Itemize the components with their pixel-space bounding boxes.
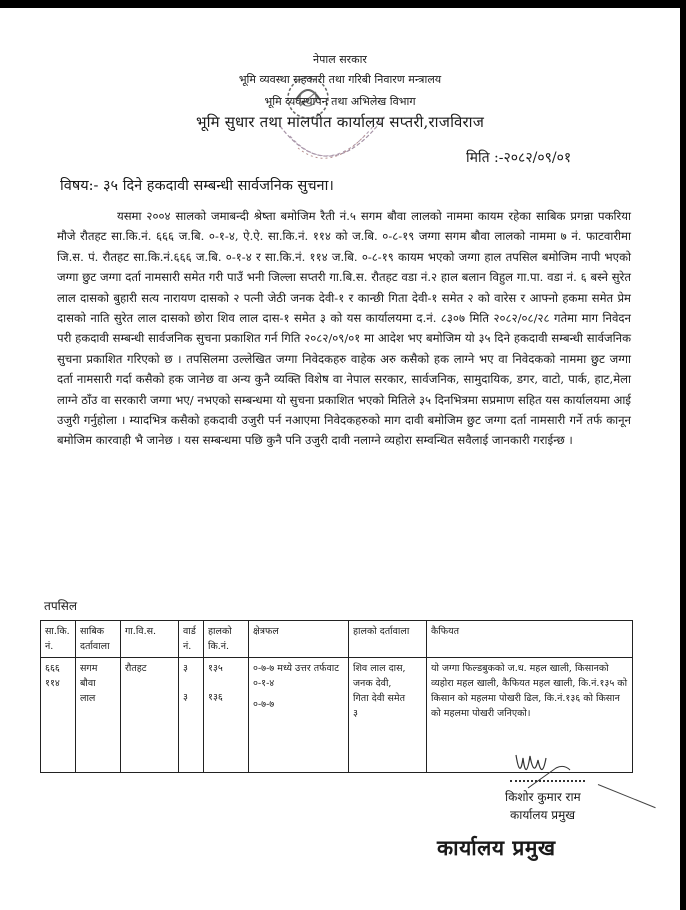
cell-vdc: रौतहट (121, 658, 179, 773)
ward-value: ३ (183, 692, 188, 703)
office-head-stamp: कार्यालय प्रमुख (437, 835, 556, 860)
old-plot-value: ६६६ (45, 663, 60, 674)
col-header-old-owner: साबिक दर्तावाला (76, 621, 121, 658)
scan-artifact-line (598, 784, 656, 808)
cell-old-owner (76, 658, 121, 773)
current-owner-text: जनक देवी, (353, 678, 392, 689)
ministry-name: भूमि व्यवस्था सहकारी तथा गरिबी निवारण मन्त्रालय (238, 73, 442, 86)
cell-old-plot (41, 658, 76, 773)
cell-remarks: यो जग्गा फिल्डबुकको ज.ध. महल खाली, किसानको व्यहोरा महल खाली, कैफियत महल खाली, कि.नं.१३५ को किसान को महलमा पोखरी ढिल, कि.नं.१३६ को किसान को महलमा पोखरी जनिएको। (427, 658, 633, 773)
area-value: ०-७-७ मध्ये उत्तर तर्फवाट ०-१-४ (253, 663, 339, 689)
current-plot-value: १३६ (208, 692, 223, 703)
current-plot-value: १३५ (208, 663, 223, 674)
col-header-area: क्षेत्रफल (249, 621, 349, 658)
ward-value: ३ (183, 663, 188, 674)
signer-name: किशोर कुमार राम (505, 790, 581, 804)
department-name: भूमि व्यवस्थापन तथा अभिलेख विभाग (264, 95, 416, 108)
signer-title: कार्यालय प्रमुख (510, 808, 576, 822)
col-header-current-plot: हालको कि.नं. (204, 621, 249, 658)
current-owner-text: ३ (353, 708, 358, 719)
area-value: ०-७-७ (253, 699, 275, 710)
office-name: भूमि सुधार तथा मालपोत कार्यालय सप्तरी,राजविराज (195, 113, 485, 131)
table-header-row (41, 621, 633, 658)
col-header-vdc: गा.वि.स. (121, 621, 179, 658)
col-header-current-owner: हालको दर्तावाला (349, 621, 427, 658)
cell-current-owner (349, 658, 427, 773)
cell-current-plot (204, 658, 249, 773)
notice-body: यसमा २००४ सालको जमाबन्दी श्रेष्ता बमोजिम रैती नं.५ सगम बौवा लालको नाममा कायम रहेका साबिक प्रगन्ना पकरिया मौजे रौतहट सा.कि.नं. ६६६ ज.बि. ०-१-४, ऐ.ऐ. सा.कि.नं. ११४ को ज.बि. ०-८-१९ जग्गा सगम बौवा लालको नाममा ७ नं. फाटवारीमा जि.स. पं. रौतहट सा.कि.नं.६६६ ज.बि. ०-१-४ र सा.कि.नं. ११४ ज.बि. ०-८-१९ कायम भएको जग्गा हाल तपसिल बमोजिम नापी भएको जग्गा छुट जग्गा दर्ता नामसारी समेत गरी पाउँ भनी जिल्ला सप्तरी गा.बि.स. रौतहट वडा नं.२ हाल बलान विहुल गा.पा. वडा नं. ६ बस्ने सुरेत लाल दासको बुहारी सत्य नारायण दासको २ पत्नी जेठी जनक देवी-१ र कान्छी गिता देवी-१ समेत २ को वारेस र आफ्नो हकमा समेत प्रेम दासको नाति सुरेत लाल दासको छोरा शिव लाल दास-१ समेत ३ को यस कार्यालयमा द.नं. ८३०७ मिति २०८२/०८/२८ गतेमा माग निवेदन परी हकदावी सम्बन्धी सार्वजनिक सुचना प्रकाशित गर्न गिति २०८२/०९/०१ मा आदेश भए बमोजिम यो ३५ दिने हकदावी सम्बन्धी सार्वजनिक सुचना प्रकाशित गरिएको छ । तपसिलमा उल्लेखित जग्गा निवेदकहरु वाहेक अरु कसैको हक लाग्ने भए वा निवेदकको नाममा छुट जग्गा दर्ता नामसारी गर्दा कसैको हक जानेछ वा अन्य कुनै व्यक्ति विशेष वा नेपाल सरकार, सार्वजनिक, सामुदायिक, डगर, वाटो, पार्क, हाट,मेला लाग्ने ठाँउ वा सरकारी जग्गा भए/ नभएको सम्बन्धमा यो सुचना प्रकाशित भएको मितिले ३५ दिनभित्रमा सप्रमाण सहित यस कार्यालयमा आई उजुरी गर्नुहोला । म्यादभित्र कसैको हकदावी उजुरी पर्न नआएमा निवेदकहरुको माग दावी बमोजिम छुट जग्गा दर्ता नामसारी गर्ने तर्फ कानून बमोजिम कारवाही भै जानेछ । यस सम्बन्धमा पछि कुनै पनि उजुरी दावी नलाग्ने व्यहोरा सम्वन्धित सवैलाई जानकारी गराईन्छ । (57, 209, 631, 448)
old-owner-text: लाल (80, 693, 96, 704)
col-header-old-plot: सा.कि. नं. (41, 621, 76, 658)
notice-date: मिति :-२०८२/०९/०१ (466, 150, 572, 166)
notice-document (0, 8, 680, 910)
government-name: नेपाल सरकार (313, 53, 367, 66)
old-plot-value: ११४ (45, 678, 60, 689)
current-owner-text: गिता देवी समेत (353, 693, 406, 704)
notice-subject: विषय:- ३५ दिने हकदावी सम्बन्धी सार्वजनिक सुचना। (60, 178, 334, 194)
schedule-title: तपसिल (44, 599, 78, 613)
col-header-remarks: कैफियत (427, 621, 633, 658)
cell-ward (179, 658, 204, 773)
signature-scribble-icon (508, 750, 578, 790)
signature-line (510, 780, 585, 782)
current-owner-text: शिव लाल दास, (353, 663, 406, 674)
old-owner-text: सगम (80, 663, 98, 674)
cell-area (249, 658, 349, 773)
old-owner-text: बौवा (80, 678, 96, 689)
col-header-ward: वार्ड नं. (179, 621, 204, 658)
